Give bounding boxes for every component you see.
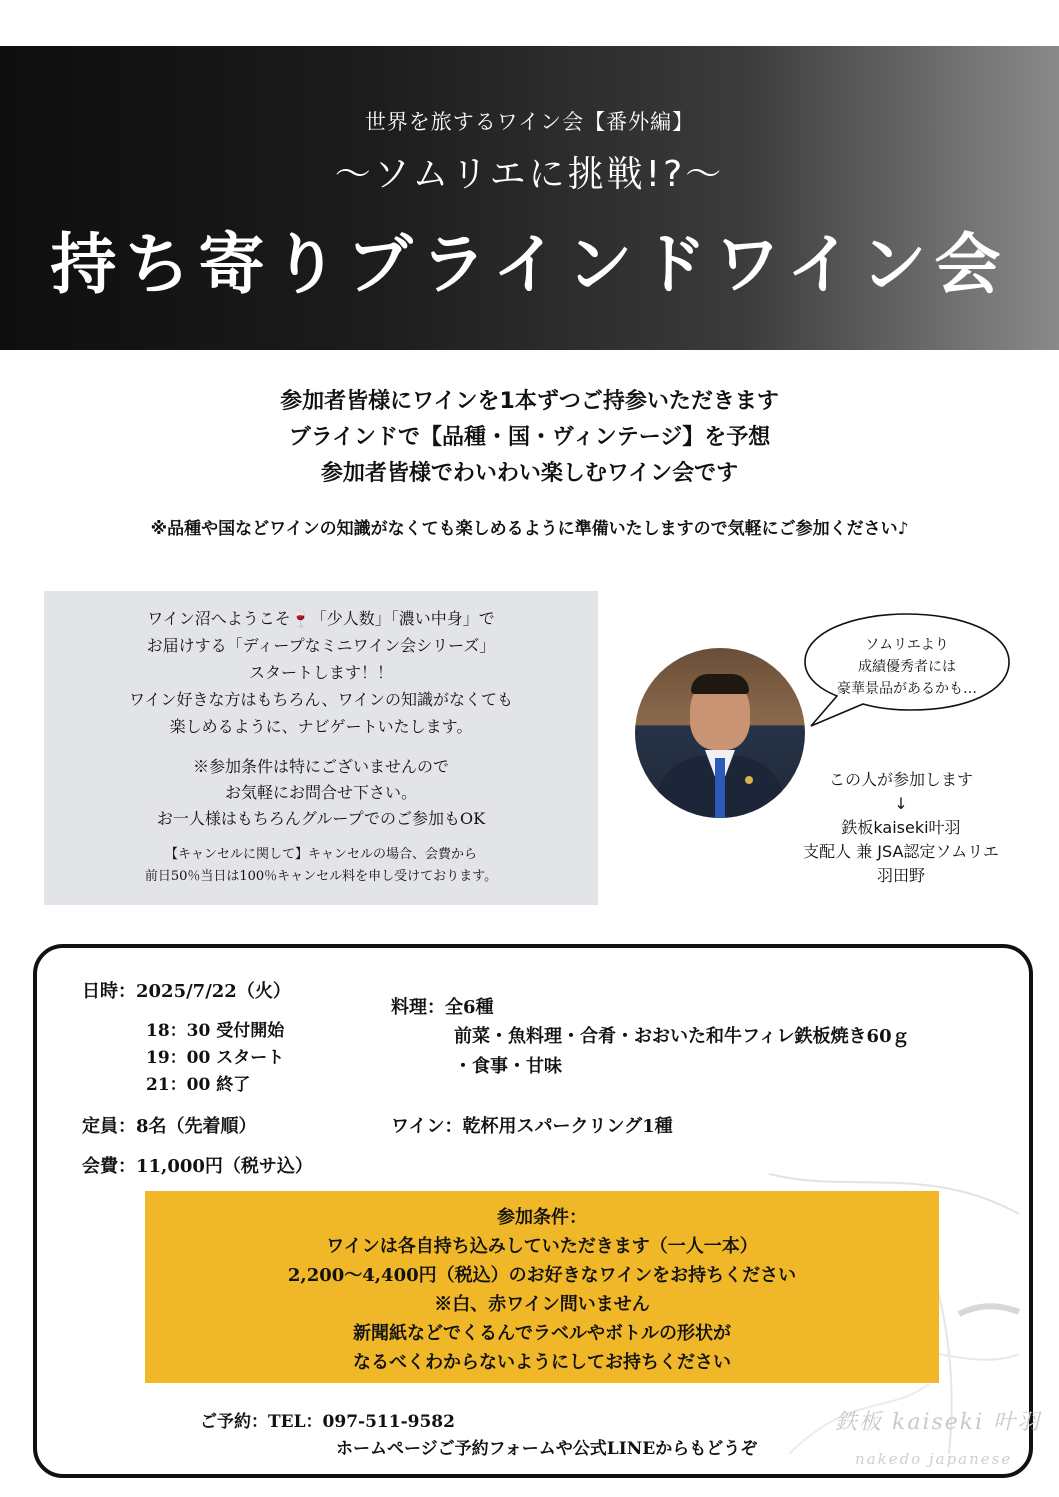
info-line: お届けする「ディープなミニワイン会シリーズ」 xyxy=(146,636,496,655)
down-arrow-icon: ↓ xyxy=(894,794,908,813)
caption-line: 支配人 兼 JSA認定ソムリエ xyxy=(803,842,999,861)
bubble-line: 成績優秀者には xyxy=(858,659,956,675)
reservation-online: ホームページご予約フォームや公式LINEからもどうぞ xyxy=(336,1439,758,1459)
capacity-row: 定員：8名（先着順） xyxy=(82,1116,257,1137)
conditions-line: なるべくわからないようにしてお持ちください xyxy=(353,1352,731,1373)
food-row: 料理：全6種 xyxy=(391,997,494,1018)
intro-text xyxy=(0,384,1059,492)
intro-note: ※品種や国などワインの知識がなくても楽しめるように準備いたしますので気軽にご参加ください♪ xyxy=(150,519,909,539)
info-line: ※参加条件は特にございませんので xyxy=(192,757,449,776)
bubble-line: ソムリエより xyxy=(865,637,949,653)
intro-line: 参加者皆様にワインを1本ずつご持参いただきます xyxy=(280,389,779,414)
sommelier-caption xyxy=(770,768,1032,888)
cancel-policy xyxy=(44,844,598,888)
speech-bubble xyxy=(801,610,1013,728)
bubble-line: 豪華景品があるかも… xyxy=(837,681,977,697)
conditions-line: ワインは各自持ち込みしていただきます（一人一本） xyxy=(326,1236,758,1257)
info-line: 楽しめるように、ナビゲートいたします。 xyxy=(169,717,473,736)
signature-watermark: 鉄板 kaiseki 叶羽 xyxy=(835,1410,1042,1435)
info-paragraph-2 xyxy=(44,754,598,832)
info-line: ワイン好きな方はもちろん、ワインの知識がなくても xyxy=(128,690,513,709)
wine-glass-icon: 🍷 xyxy=(290,609,311,628)
conditions-line: 新聞紙などでくるんでラベルやボトルの形状が xyxy=(353,1323,731,1344)
time-start: 19：00 スタート xyxy=(146,1048,285,1068)
signature-watermark-sub: nakedo japanese xyxy=(855,1450,1013,1468)
info-line: お気軽にお問合せ下さい。 xyxy=(224,783,417,802)
event-title: 持ち寄りブラインドワイン会 xyxy=(50,226,1009,303)
event-subtitle: 〜ソムリエに挑戦!?〜 xyxy=(334,154,725,195)
intro-line: 参加者皆様でわいわい楽しむワイン会です xyxy=(320,461,739,486)
time-end: 21：00 終了 xyxy=(146,1075,251,1095)
info-line: お一人様はもちろんグループでのご参加もOK xyxy=(156,809,486,828)
info-line: ワイン沼へようこそ🍷「少人数」「濃い中身」で xyxy=(147,609,495,628)
food-menu: 前菜・魚料理・合肴・おおいた和牛フィレ鉄板焼き60ｇ xyxy=(454,1026,910,1047)
food-menu-cont: ・食事・甘味 xyxy=(454,1056,562,1077)
info-paragraph-1 xyxy=(44,605,598,740)
conditions-line: ※白、赤ワイン問いません xyxy=(434,1294,650,1315)
reservation-phone[interactable]: ご予約：TEL：097-511-9582 xyxy=(200,1412,455,1432)
caption-line: この人が参加します xyxy=(828,770,973,789)
time-open: 18：30 受付開始 xyxy=(146,1021,285,1041)
caption-line: 鉄板kaiseki叶羽 xyxy=(841,818,961,837)
info-line: スタートします！！ xyxy=(248,663,393,682)
fee-row: 会費：11,000円（税サ込） xyxy=(82,1156,313,1177)
event-series: 世界を旅するワイン会【番外編】 xyxy=(364,110,695,134)
header-banner xyxy=(0,46,1059,350)
conditions-title: 参加条件： xyxy=(497,1207,587,1228)
info-box xyxy=(44,591,598,905)
caption-line: 羽田野 xyxy=(876,866,925,885)
intro-line: ブラインドで【品種・国・ヴィンテージ】を予想 xyxy=(288,425,771,450)
info-line: 【キャンセルに関して】キャンセルの場合、会費から xyxy=(164,847,477,862)
conditions-line: 2,200〜4,400円（税込）のお好きなワインをお持ちください xyxy=(287,1265,797,1286)
conditions-box xyxy=(145,1191,939,1383)
date-row: 日時：2025/7/22（火） xyxy=(82,981,291,1002)
wine-row: ワイン：乾杯用スパークリング1種 xyxy=(391,1116,673,1137)
info-line: 前日50％当日は100％キャンセル料を申し受けております。 xyxy=(144,869,498,884)
